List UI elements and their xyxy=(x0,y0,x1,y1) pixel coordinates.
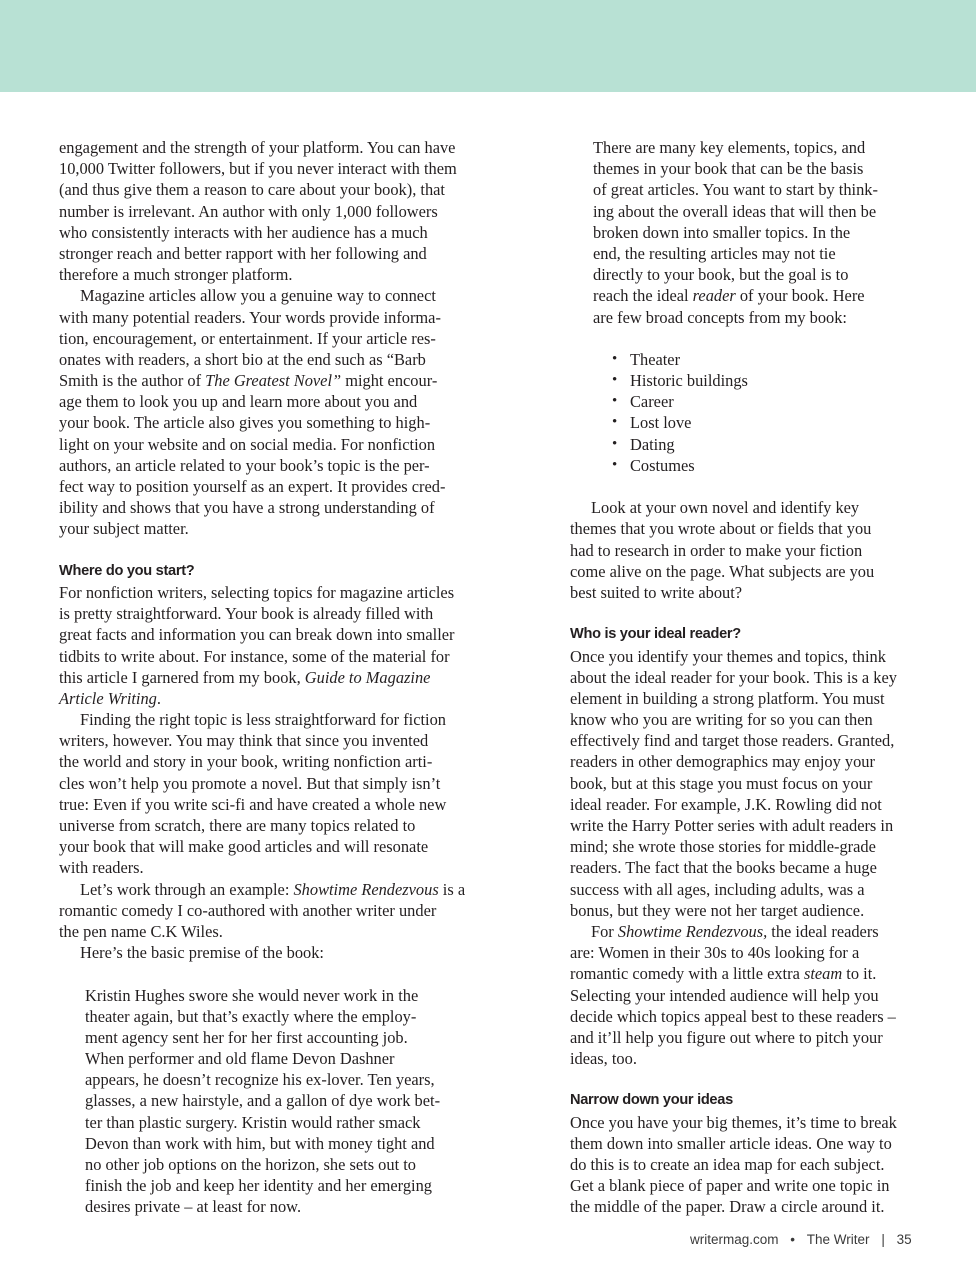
text-run: Let’s work through an example: xyxy=(80,879,294,899)
text-line: best suited to write about? xyxy=(570,582,743,602)
spacer xyxy=(59,963,479,984)
text-line: engagement and the strength of your platform. You can have xyxy=(59,138,456,157)
text-line: tidbits to write about. For instance, some of the material for xyxy=(59,646,450,666)
text-line: and it’ll help you figure out where to pitch your xyxy=(570,1027,883,1047)
text-run: is a xyxy=(438,879,466,899)
text-line: Get a blank piece of paper and write one topic in xyxy=(570,1176,890,1196)
text-line: For nonfiction writers, selecting topics for magazine articles xyxy=(59,582,455,602)
text-line: (and thus give them a reason to care about your book), that xyxy=(59,180,445,200)
text-line: had to research in order to make your fiction xyxy=(570,540,863,560)
text-line: glasses, a new hairstyle, and a gallon of dye work bet- xyxy=(85,1091,441,1111)
text-line: about the ideal reader for your book. This is a key xyxy=(570,667,897,687)
text-line: the pen name C.K Wiles. xyxy=(59,921,223,941)
text-line: them down into smaller article ideas. One way to xyxy=(570,1133,892,1153)
paragraph-key-elements xyxy=(570,137,930,328)
text-line: know who you are writing for so you can then xyxy=(570,710,873,730)
text-line: Look at your own novel and identify key xyxy=(591,498,860,518)
text-run: For xyxy=(591,921,618,941)
spacer xyxy=(570,603,930,624)
text-line: When performer and old flame Devon Dashner xyxy=(85,1049,395,1069)
text-line: effectively find and target those readers. Granted, xyxy=(570,731,895,751)
text-line: writers, however. You may think that since you invented xyxy=(59,731,429,751)
list-item: • Dating xyxy=(620,434,930,455)
footer-website: writermag.com xyxy=(690,1232,779,1247)
text-line: Devon than work with him, but with money tight and xyxy=(85,1133,435,1153)
text-line: Kristin Hughes swore she would never work in the xyxy=(85,985,419,1005)
text-line: tion, encouragement, or entertainment. If your article res- xyxy=(59,328,436,348)
text-line: come alive on the page. What subjects are you xyxy=(570,561,875,581)
text-line xyxy=(59,688,479,709)
text-run: reach the ideal xyxy=(593,286,693,306)
page-footer xyxy=(690,1232,912,1247)
paragraph-premise-intro: Here’s the basic premise of the book: xyxy=(80,943,324,963)
paragraph-narrow-down xyxy=(570,1112,930,1218)
text-line: authors, an article related to your book’s topic is the per- xyxy=(59,455,430,475)
text-line: readers. The fact that the books became a huge xyxy=(570,858,877,878)
concepts-list xyxy=(570,349,930,476)
text-line: are few broad concepts from my book: xyxy=(593,307,847,327)
text-line: mind; she wrote those stories for middle-grade xyxy=(570,837,876,857)
text-line: of great articles. You want to start by think- xyxy=(593,180,878,200)
text-line: Magazine articles allow you a genuine way to connect xyxy=(80,286,436,306)
text-line: element in building a strong platform. You must xyxy=(570,688,885,708)
list-item: • Career xyxy=(620,391,930,412)
list-item: • Theater xyxy=(620,349,930,370)
text-line: romantic comedy I co-authored with another writer under xyxy=(59,900,437,920)
text-line: There are many key elements, topics, and xyxy=(593,138,866,157)
text-line: ideal reader. For example, J.K. Rowling did not xyxy=(570,794,882,814)
text-line: end, the resulting articles may not tie xyxy=(593,243,836,263)
text-line: the middle of the paper. Draw a circle around it. xyxy=(570,1197,885,1217)
text-line: success with all ages, including adults, was a xyxy=(570,879,865,899)
text-line xyxy=(570,285,930,306)
paragraph-example xyxy=(59,879,479,943)
paragraph-target-readers xyxy=(570,921,930,1069)
text-line: appears, he doesn’t recognize his ex-lover. Ten years, xyxy=(85,1070,435,1090)
text-run: Smith is the author of xyxy=(59,371,206,391)
text-line: the world and story in your book, writing nonfiction arti- xyxy=(59,752,433,772)
list-item: • Lost love xyxy=(620,412,930,433)
spacer xyxy=(59,540,479,561)
text-line: bonus, but they were not her target audience. xyxy=(570,900,865,920)
text-line: decide which topics appeal best to these readers – xyxy=(570,1006,896,1026)
text-line xyxy=(570,963,930,984)
text-line: themes in your book that can be the basis xyxy=(593,159,864,179)
text-run: of your book. Here xyxy=(735,286,865,306)
text-line xyxy=(59,370,479,391)
book-title: Showtime Rendezvous xyxy=(293,879,439,899)
text-line: directly to your book, but the goal is to xyxy=(593,265,849,285)
spacer xyxy=(570,476,930,497)
text-line: do this is to create an idea map for each subject. xyxy=(570,1155,885,1174)
text-run: to it. xyxy=(842,964,877,984)
text-line: light on your website and on social media. For nonfiction xyxy=(59,434,436,454)
emphasis: steam xyxy=(803,964,843,984)
paragraph-look-at-novel xyxy=(570,497,930,603)
text-line: desires private – at least for now. xyxy=(85,1197,302,1217)
text-line: Finding the right topic is less straightforward for fiction xyxy=(80,710,446,730)
text-line: Selecting your intended audience will help you xyxy=(570,985,879,1005)
text-line: broken down into smaller topics. In the xyxy=(593,222,851,242)
text-line: are: Women in their 30s to 40s looking for a xyxy=(570,943,860,963)
text-line: is pretty straightforward. Your book is already filled with xyxy=(59,604,434,624)
text-line: number is irrelevant. An author with only 1,000 followers xyxy=(59,201,438,221)
spacer xyxy=(570,328,930,349)
paragraph-ideal-reader xyxy=(570,646,930,921)
emphasis: reader xyxy=(692,286,736,306)
footer-publication: The Writer xyxy=(806,1232,870,1247)
text-line: write the Harry Potter series with adult readers in xyxy=(570,816,894,835)
text-line: 10,000 Twitter followers, but if you never interact with them xyxy=(59,159,457,179)
text-line: ibility and shows that you have a strong understanding of xyxy=(59,498,435,518)
text-line: theater again, but that’s exactly where the employ- xyxy=(85,1006,417,1026)
text-line: ing about the overall ideas that will then be xyxy=(593,201,877,221)
text-line: age them to look you up and learn more about you and xyxy=(59,392,418,412)
text-line: fect way to position yourself as an expert. It provides cred- xyxy=(59,477,446,496)
text-line: ideas, too. xyxy=(570,1049,637,1069)
text-line: universe from scratch, there are many topics related to xyxy=(59,816,416,835)
text-line: true: Even if you write sci-fi and have created a whole new xyxy=(59,794,447,814)
text-line: who consistently interacts with her audience has a much xyxy=(59,222,428,242)
text-line: no other job options on the horizon, she sets out to xyxy=(85,1155,416,1174)
text-line: ter than plastic surgery. Kristin would rather smack xyxy=(85,1112,421,1132)
text-line: therefore a much stronger platform. xyxy=(59,265,293,285)
book-title: Showtime Rendezvous, xyxy=(617,921,768,941)
block-quote-premise xyxy=(59,985,479,1218)
text-line xyxy=(59,879,479,900)
section-heading-ideal-reader: Who is your ideal reader? xyxy=(570,626,741,643)
book-title: Article Writing xyxy=(59,688,157,708)
paragraph-platform xyxy=(59,137,479,285)
paragraph-nonfiction-topics xyxy=(59,582,479,709)
text-line: your book that will make good articles and will resonate xyxy=(59,837,429,857)
text-line: Once you identify your themes and topics, think xyxy=(570,646,886,666)
section-heading-narrow-down: Narrow down your ideas xyxy=(570,1092,733,1109)
text-line: your subject matter. xyxy=(59,519,189,539)
page-number: 35 xyxy=(896,1232,912,1247)
text-line: finish the job and keep her identity and her emerging xyxy=(85,1176,432,1196)
text-line xyxy=(570,921,930,942)
text-line: cles won’t help you promote a novel. But that simply isn’t xyxy=(59,773,441,793)
left-column xyxy=(59,137,479,1218)
text-line: ment agency sent her for her first accounting job. xyxy=(85,1027,408,1047)
paragraph-magazine-articles xyxy=(59,285,479,539)
text-line xyxy=(59,667,479,688)
right-column xyxy=(570,137,930,1218)
text-line: with readers. xyxy=(59,858,144,878)
text-line: great facts and information you can break down into smaller xyxy=(59,625,455,645)
text-run: . xyxy=(156,688,161,708)
header-color-band xyxy=(0,0,976,92)
divider: | xyxy=(881,1232,885,1247)
text-line: your book. The article also gives you something to high- xyxy=(59,413,431,433)
book-title: Guide to Magazine xyxy=(304,667,431,687)
text-run: romantic comedy with a little extra xyxy=(570,964,804,984)
text-line: onates with readers, a short bio at the end such as “Barb xyxy=(59,349,426,369)
text-line: with many potential readers. Your words provide informa- xyxy=(59,307,441,327)
text-line: book, but at this stage you must focus on your xyxy=(570,773,873,793)
spacer xyxy=(570,1069,930,1090)
text-line: readers in other demographics may enjoy your xyxy=(570,752,875,772)
list-item: • Historic buildings xyxy=(620,370,930,391)
list-item: • Costumes xyxy=(620,455,930,476)
text-line: stronger reach and better rapport with her following and xyxy=(59,243,427,263)
paragraph-fiction-topics xyxy=(59,709,479,879)
text-line: themes that you wrote about or fields that you xyxy=(570,519,872,539)
book-title: The Greatest Novel” xyxy=(205,371,342,391)
text-line: Once you have your big themes, it’s time to break xyxy=(570,1112,897,1132)
text-run: this article I garnered from my book, xyxy=(59,667,305,687)
text-run: the ideal readers xyxy=(767,921,879,941)
section-heading-where-to-start: Where do you start? xyxy=(59,562,195,579)
text-run: might encour- xyxy=(341,371,438,391)
bullet-separator-icon: • xyxy=(790,1232,796,1247)
